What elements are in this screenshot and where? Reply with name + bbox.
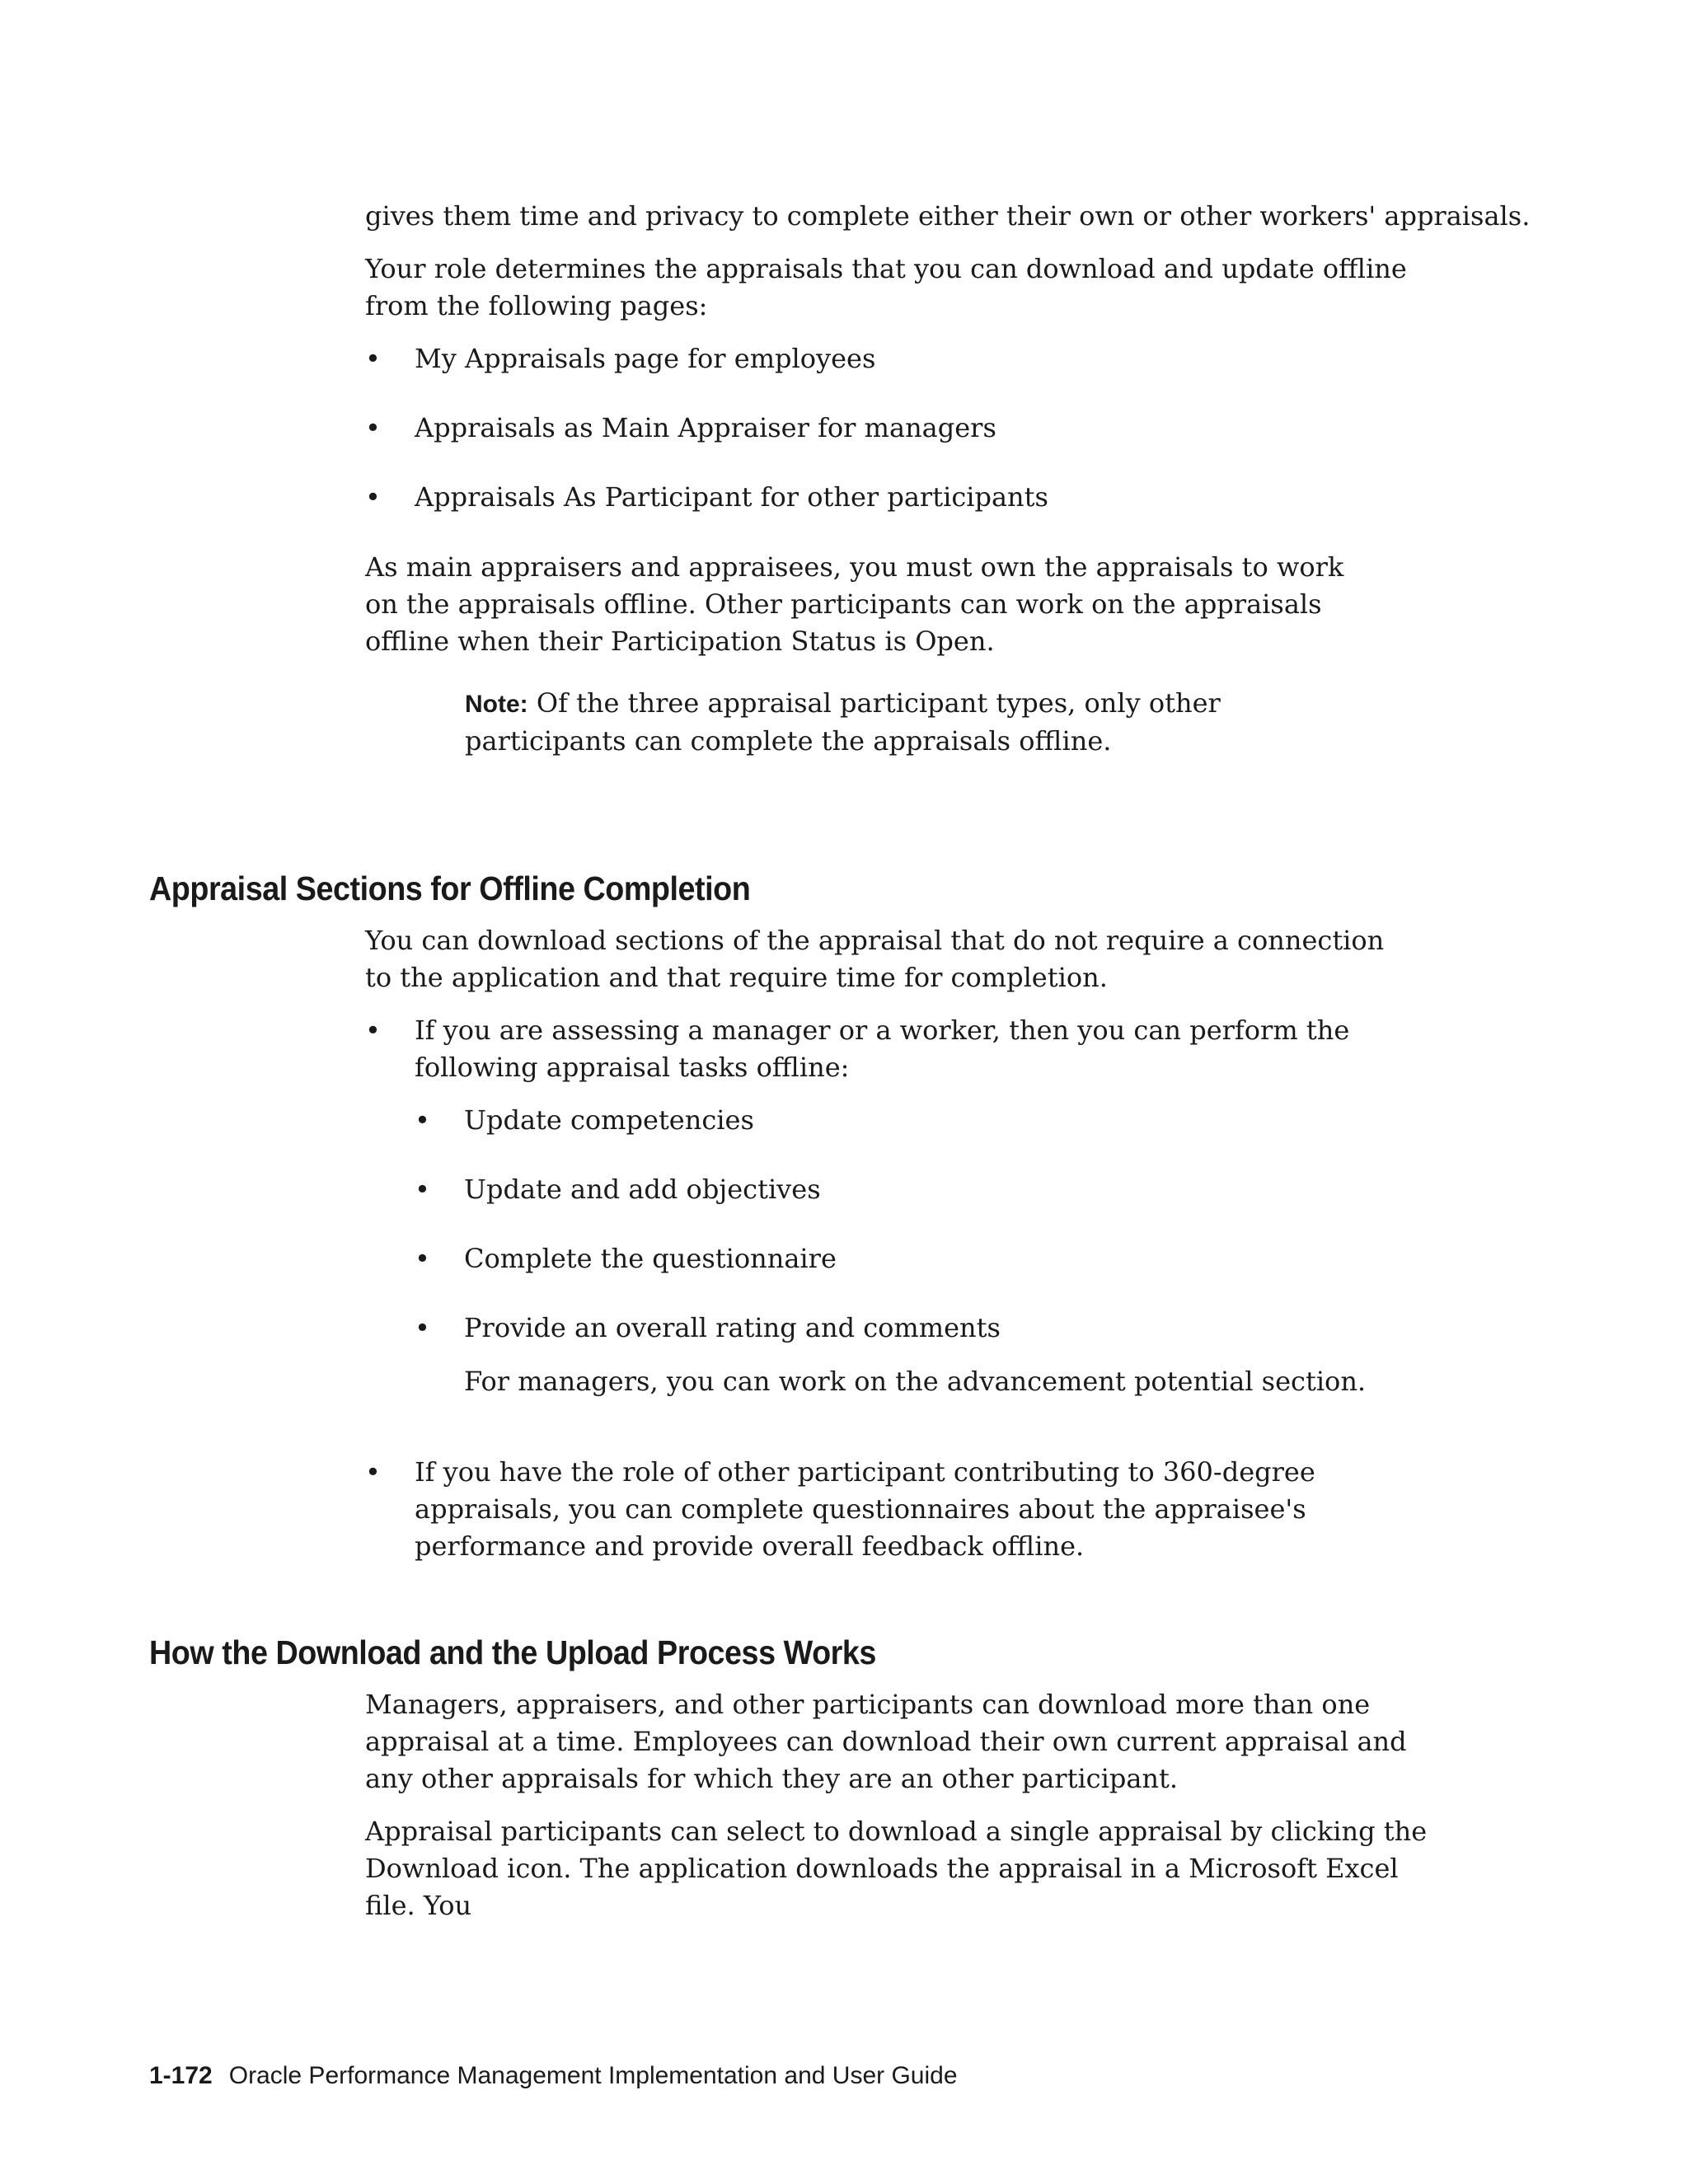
- section-heading: Appraisal Sections for Offline Completion: [149, 869, 751, 907]
- bullet-icon: •: [365, 1015, 381, 1046]
- list-item-text: Complete the questionnaire: [464, 1243, 837, 1274]
- list-item-text: Provide an overall rating and comments: [464, 1312, 1001, 1343]
- page-footer: [149, 2060, 958, 2093]
- bullet-icon: •: [415, 1243, 430, 1274]
- ownership-paragraph: As main appraisers and appraisees, you must own the appraisals to work on the appraisals offline. Other participants can work on the appraisals offline when their Participation Status is Open.: [365, 551, 1344, 657]
- bullet-icon: •: [415, 1104, 430, 1136]
- list-item: [365, 1454, 1437, 1565]
- bullet-icon: •: [365, 343, 381, 374]
- list-item-text: Update and add objectives: [464, 1174, 821, 1205]
- section-intro: You can download sections of the appraisal that do not require a connection to the application and that require time for completion.: [365, 925, 1385, 993]
- section-heading: How the Download and the Upload Process Works: [149, 1633, 876, 1671]
- list-item-text: Update competencies: [464, 1104, 754, 1136]
- managers-note: For managers, you can work on the advancement potential section.: [464, 1366, 1367, 1397]
- list-item-text: Appraisals As Participant for other participants: [415, 481, 1048, 513]
- section-paragraph: Managers, appraisers, and other participants can download more than one appraisal at a time. Employees can download their own current appraisal and any other appraisals for which they are an other participant.: [365, 1689, 1407, 1794]
- note-block: [465, 685, 1339, 760]
- list-item-text: My Appraisals page for employees: [415, 343, 876, 374]
- page-number: 1-172: [149, 2062, 213, 2089]
- book-title: Oracle Performance Management Implementation and User Guide: [228, 2062, 958, 2089]
- list-item: [365, 1012, 1437, 1086]
- note-label: Note:: [465, 691, 528, 718]
- bullet-icon: •: [365, 412, 381, 443]
- list-item-text: If you have the role of other participant contributing to 360-degree appraisals, you can complete questionnaires about the appraisee's performance and provide overall feedback offline.: [415, 1456, 1315, 1562]
- list-item-text: If you are assessing a manager or a worker, then you can perform the following appraisal tasks offline:: [415, 1015, 1350, 1083]
- bullet-icon: •: [365, 1456, 381, 1488]
- bullet-icon: •: [415, 1174, 430, 1205]
- list-item-text: Appraisals as Main Appraiser for managers: [415, 412, 996, 443]
- bullet-icon: •: [415, 1312, 430, 1343]
- intro-line: gives them time and privacy to complete either their own or other workers' appraisals.: [365, 200, 1531, 232]
- note-text: Of the three appraisal participant types, only other participants can complete the appraisals offline.: [465, 687, 1221, 757]
- role-paragraph: Your role determines the appraisals that you can download and update offline from the following pages:: [365, 253, 1407, 321]
- bullet-icon: •: [365, 481, 381, 513]
- section-paragraph: Appraisal participants can select to download a single appraisal by clicking the Download icon. The application downloads the appraisal in a Microsoft Excel file. You: [365, 1816, 1428, 1921]
